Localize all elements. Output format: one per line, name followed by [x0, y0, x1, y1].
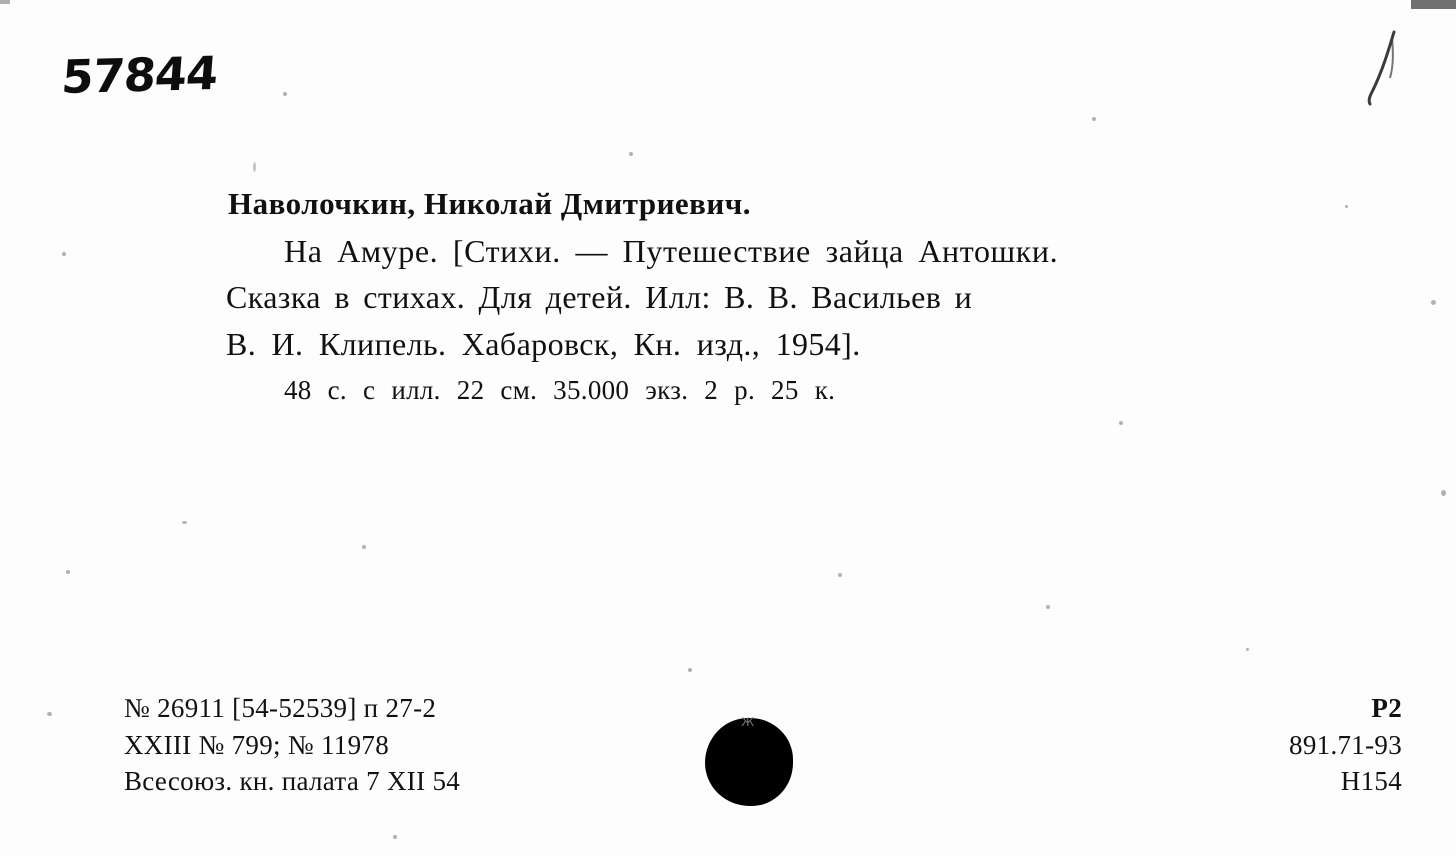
record-title-line-2: Сказка в стихах. Для детей. Илл: В. В. Васильев и	[226, 279, 973, 316]
paper-speckle	[182, 521, 187, 524]
control-numbers	[124, 690, 460, 800]
paper-speckle	[1046, 605, 1050, 609]
paper-speckle	[1441, 490, 1446, 496]
paper-speckle	[1092, 117, 1096, 121]
accession-number: 57844	[59, 45, 220, 105]
paper-speckle	[1119, 421, 1123, 425]
bibliographic-record	[228, 186, 1403, 406]
stamp-mark: ж	[741, 712, 755, 730]
paper-speckle	[66, 570, 70, 574]
paper-speckle	[62, 252, 66, 256]
paper-speckle	[362, 545, 366, 549]
control-number-line-2: XXIII № 799; № 11978	[124, 729, 389, 760]
record-collation: 48 с. с илл. 22 см. 35.000 экз. 2 р. 25 к.	[284, 375, 836, 406]
paper-speckle	[283, 92, 287, 96]
paper-speckle	[838, 573, 842, 577]
paper-speckle	[1246, 648, 1249, 651]
paper-speckle	[688, 668, 692, 672]
ink-stamp	[705, 712, 793, 806]
record-title-line-3: В. И. Клипель. Хабаровск, Кн. изд., 1954].	[226, 325, 861, 362]
control-number-line-3: Всесоюз. кн. палата 7 XII 54	[124, 766, 461, 797]
record-title-line-1: На Амуре. [Стихи. — Путешествие зайца Антошки.	[284, 233, 1059, 269]
record-author: Наволочкин, Николай Дмитриевич.	[228, 186, 752, 221]
paper-speckle	[1431, 300, 1436, 305]
edge-smudge	[0, 0, 10, 4]
classification-block	[1289, 690, 1402, 800]
edge-smudge	[1411, 0, 1456, 9]
paper-speckle	[393, 835, 397, 839]
udc-code: 891.71-93	[1289, 729, 1402, 760]
paper-speckle	[47, 712, 52, 716]
control-number-line-1: № 26911 [54-52539] п 27-2	[124, 692, 437, 723]
cutter-number: Н154	[1340, 766, 1402, 797]
record-title-block	[228, 228, 1403, 367]
paper-speckle	[253, 162, 256, 172]
paper-speckle	[629, 152, 633, 156]
classification-code: Р2	[1371, 692, 1402, 723]
pen-stroke-icon	[1364, 30, 1404, 110]
